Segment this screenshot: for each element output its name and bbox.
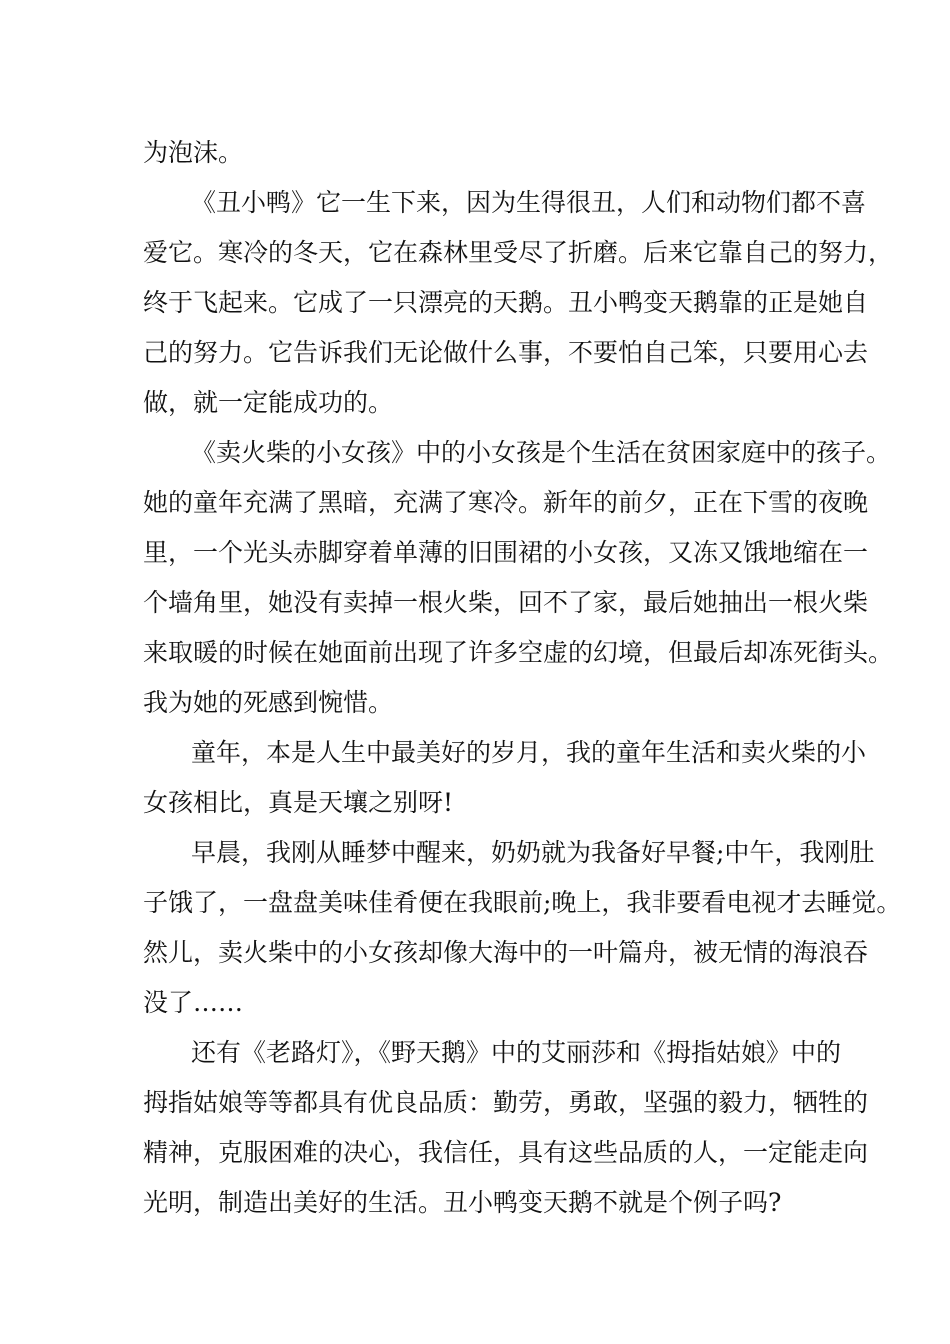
- text-line: 女孩相比，真是天壤之别呀!: [143, 788, 454, 817]
- text-line: 还有《老路灯》，《野天鹅》中的艾丽莎和《拇指姑娘》中的: [191, 1038, 842, 1067]
- text-line: 然儿，卖火柴中的小女孩却像大海中的一叶篇舟，被无情的海浪吞: [143, 938, 869, 967]
- text-line: 里，一个光头赤脚穿着单薄的旧围裙的小女孩，又冻又饿地缩在一: [143, 538, 869, 567]
- text-line: 她的童年充满了黑暗，充满了寒冷。新年的前夕，正在下雪的夜晚: [143, 488, 869, 517]
- text-line: 子饿了，一盘盘美味佳肴便在我眼前;晚上，我非要看电视才去睡觉。: [143, 888, 902, 917]
- text-line: 做，就一定能成功的。: [143, 388, 394, 417]
- text-line: 己的努力。它告诉我们无论做什么事，不要怕自己笨，只要用心去: [143, 338, 869, 367]
- text-line: 为泡沫。: [143, 138, 244, 167]
- text-line: 童年，本是人生中最美好的岁月，我的童年生活和卖火柴的小: [191, 738, 867, 767]
- text-line: 我为她的死感到惋惜。: [143, 688, 394, 717]
- text-line: 《丑小鸭》它一生下来，因为生得很丑，人们和动物们都不喜: [191, 188, 867, 217]
- text-line: 拇指姑娘等等都具有优良品质：勤劳，勇敢，坚强的毅力，牺牲的: [143, 1088, 869, 1117]
- text-line: 早晨，我刚从睡梦中醒来，奶奶就为我备好早餐;中午，我刚肚: [191, 838, 875, 867]
- document-body: [143, 128, 902, 1228]
- text-line: 《卖火柴的小女孩》中的小女孩是个生活在贫困家庭中的孩子。: [191, 438, 892, 467]
- text-line: 爱它。寒冷的冬天，它在森林里受尽了折磨。后来它靠自己的努力，: [143, 238, 894, 267]
- text-line: 终于飞起来。它成了一只漂亮的天鹅。丑小鸭变天鹅靠的正是她自: [143, 288, 869, 317]
- text-line: 来取暖的时候在她面前出现了许多空虚的幻境，但最后却冻死街头。: [143, 638, 894, 667]
- text-line: 光明，制造出美好的生活。丑小鸭变天鹅不就是个例子吗?: [143, 1188, 782, 1217]
- text-line: 精神，克服困难的决心，我信任，具有这些品质的人，一定能走向: [143, 1138, 869, 1167]
- text-line: 个墙角里，她没有卖掉一根火柴，回不了家，最后她抽出一根火柴: [143, 588, 869, 617]
- text-line: 没了……: [143, 988, 244, 1017]
